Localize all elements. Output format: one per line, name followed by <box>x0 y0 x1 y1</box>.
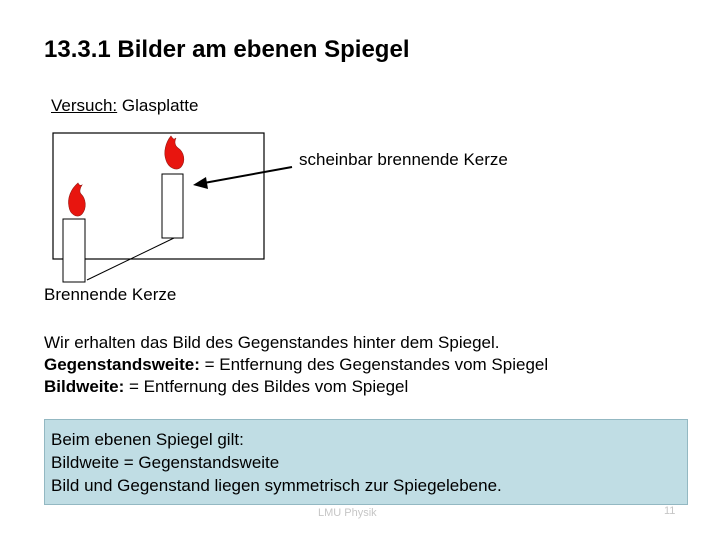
label-arrow-line <box>204 167 292 183</box>
result-line-1: Beim ebenen Spiegel gilt: <box>51 430 244 449</box>
object-distance-definition: = Entfernung des Gegenstandes vom Spiegel <box>199 355 549 374</box>
virtual-candle <box>162 174 183 238</box>
body-line-1: Wir erhalten das Bild des Gegenstandes hinter dem Spiegel. <box>44 333 500 352</box>
image-distance-definition: = Entfernung des Bildes vom Spiegel <box>124 377 409 396</box>
slide-title: 13.3.1 Bilder am ebenen Spiegel <box>44 36 410 63</box>
label-arrow-head <box>193 177 208 189</box>
real-candle <box>63 219 85 282</box>
body-line-3 <box>44 376 548 398</box>
experiment-label: Versuch: <box>51 96 118 115</box>
real-candle-flame <box>68 183 85 216</box>
result-line-3: Bild und Gegenstand liegen symmetrisch zur Spiegelebene. <box>51 476 502 495</box>
virtual-candle-label: scheinbar brennende Kerze <box>299 150 508 169</box>
virtual-candle-flame <box>165 136 184 169</box>
page-number: 11 <box>664 505 676 517</box>
result-line-2: Bildweite = Gegenstandsweite <box>51 453 280 472</box>
experiment-text: Glasplatte <box>121 96 199 115</box>
result-box <box>44 419 688 505</box>
image-distance-term: Bildweite: <box>44 377 125 396</box>
footer-text: LMU Physik <box>318 507 377 519</box>
object-distance-term: Gegenstandsweite: <box>44 355 200 374</box>
real-candle-label: Brennende Kerze <box>44 285 177 304</box>
body-text <box>44 332 548 398</box>
body-line-2 <box>44 354 548 376</box>
